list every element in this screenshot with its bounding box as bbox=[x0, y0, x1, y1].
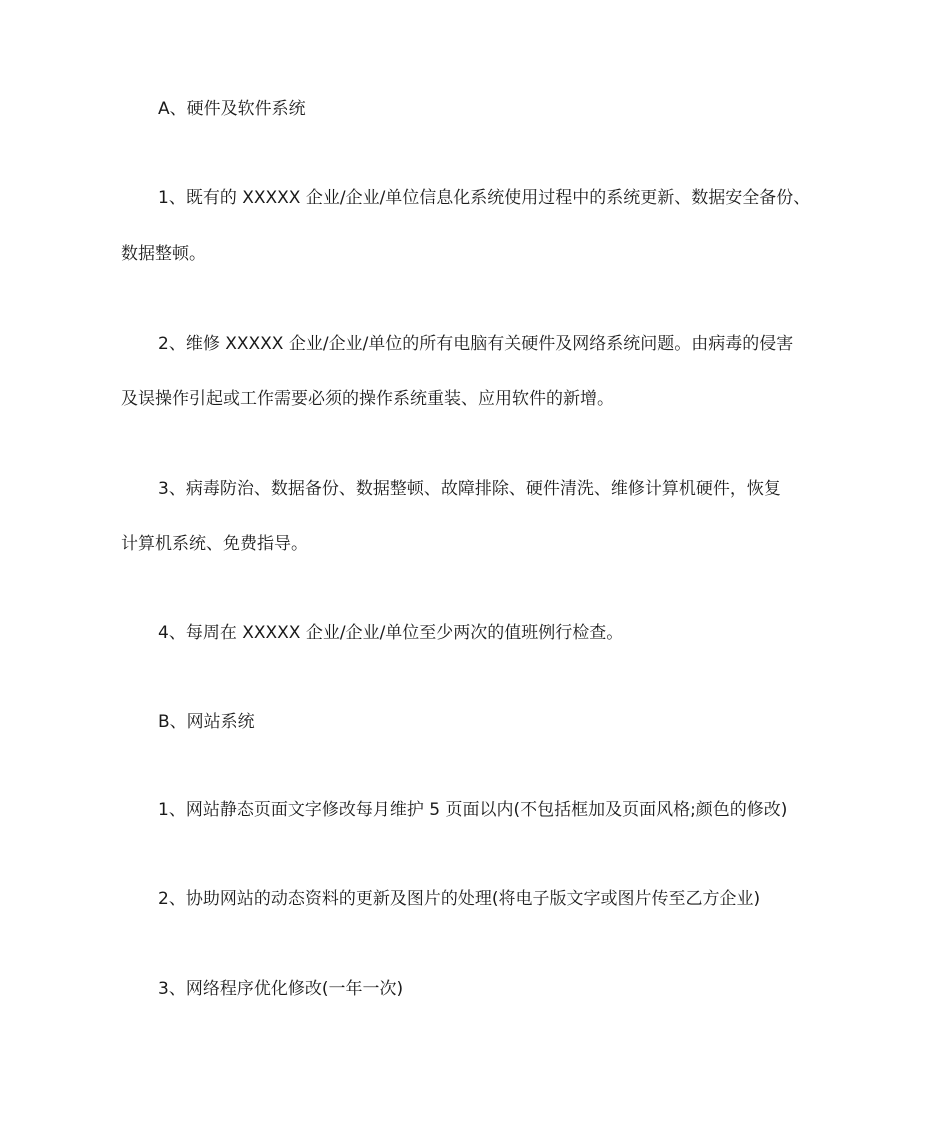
list-item-b3: 3、网络程序优化修改(一年一次) bbox=[158, 979, 404, 999]
list-item-b1: 1、网站静态页面文字修改每月维护 5 页面以内(不包括框加及页面风格;颜色的修改) bbox=[158, 800, 788, 820]
list-item-a3-line2: 计算机系统、免费指导。 bbox=[121, 534, 308, 554]
section-heading-a: A、硬件及软件系统 bbox=[158, 99, 306, 119]
list-item-a1-line1: 1、既有的 XXXXX 企业/企业/单位信息化系统使用过程中的系统更新、数据安全备份、 bbox=[158, 188, 811, 208]
list-item-a4: 4、每周在 XXXXX 企业/企业/单位至少两次的值班例行检查。 bbox=[158, 623, 624, 643]
list-item-a2-line2: 及误操作引起或工作需要必须的操作系统重装、应用软件的新增。 bbox=[121, 389, 614, 409]
list-item-b2: 2、协助网站的动态资料的更新及图片的处理(将电子版文字或图片传至乙方企业) bbox=[158, 889, 761, 909]
section-heading-b: B、网站系统 bbox=[158, 712, 255, 732]
list-item-a1-line2: 数据整顿。 bbox=[121, 244, 206, 264]
list-item-a2-line1: 2、维修 XXXXX 企业/企业/单位的所有电脑有关硬件及网络系统问题。由病毒的侵害 bbox=[158, 334, 794, 354]
list-item-a3-line1: 3、病毒防治、数据备份、数据整顿、故障排除、硬件清洗、维修计算机硬件，恢复 bbox=[158, 479, 781, 499]
